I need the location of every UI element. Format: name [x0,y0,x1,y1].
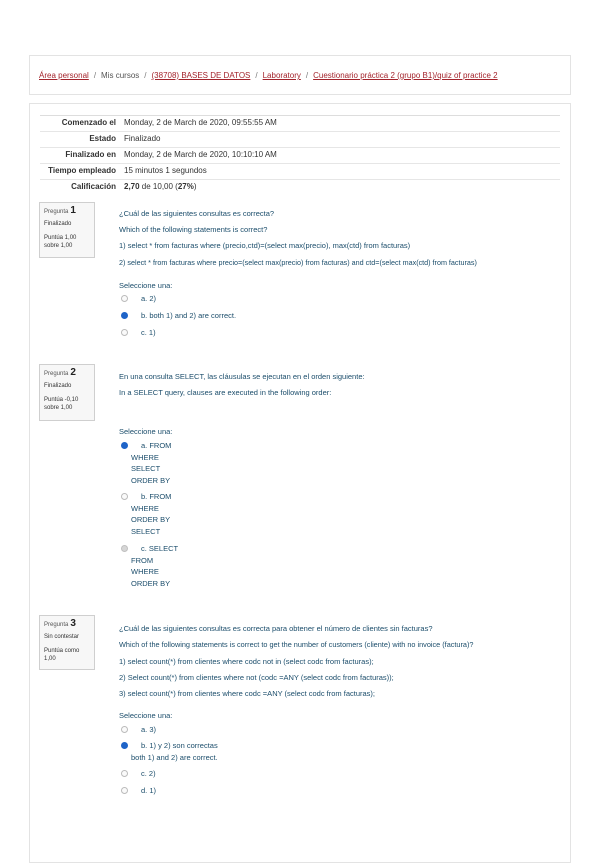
breadcrumb-home-link[interactable]: Área personal [39,71,89,80]
summary-row-finished [40,148,560,164]
option-label: d. 1) [141,786,157,795]
summary-label: Calificación [71,182,116,191]
option-label: c. 1) [141,328,156,337]
question-label: Pregunta [44,209,69,215]
option-line: SELECT [131,526,161,536]
question-1-option-b-radio[interactable] [121,312,128,319]
option-line: ORDER BY [131,475,171,485]
summary-value: Finalizado [124,134,161,143]
summary-row-time-taken [40,164,560,180]
summary-label: Finalizado en [65,150,116,159]
option-label: b. FROM [141,492,172,501]
question-2-option-a-radio[interactable] [121,442,128,449]
breadcrumb-separator: / [144,71,147,80]
question-1-option-a-radio[interactable] [121,295,128,302]
question-number [44,207,90,216]
question-1-option-c-radio[interactable] [121,329,128,336]
summary-label: Comenzado el [61,118,116,127]
summary-value: Monday, 2 de March de 2020, 10:10:10 AM [124,150,277,159]
breadcrumb-course-link[interactable]: (38708) BASES DE DATOS [151,71,251,80]
option-label: b. 1) y 2) son correctas [141,741,218,750]
question-3-option-d-radio[interactable] [121,787,128,794]
grade-percent: 27% [177,182,194,191]
option-line: WHERE [131,452,159,462]
question-3-option-b-radio[interactable] [121,742,128,749]
option-line: both 1) and 2) are correct. [131,752,218,762]
question-number-value: 2 [70,367,76,378]
question-3-text: ¿Cuál de las siguientes consultas es correcta para obtener el número de clientes sin facturas? [119,624,433,633]
breadcrumb [39,71,498,80]
question-3-option-c-radio[interactable] [121,770,128,777]
question-1-statement-2: 2) select * from facturas where precio=(select max(precio) from facturas) and ctd=(select max(ctd) from facturas) [119,258,477,267]
option-line: FROM [131,555,154,565]
question-1-statement-1: 1) select * from facturas where (precio,ctd)=(select max(precio), max(ctd) from facturas) [119,241,411,250]
question-number-value: 3 [70,618,76,629]
question-2-option-c-radio[interactable] [121,545,128,552]
option-label: c. SELECT [141,544,179,553]
grade-out-of: de 10,00 ( [139,182,178,191]
option-line: WHERE [131,503,159,513]
question-3-prompt: Seleccione una: [119,711,173,720]
option-label: c. 2) [141,769,156,778]
review-card [29,103,571,863]
question-grade: Puntúa 1,00 sobre 1,00 [44,235,77,249]
question-3-statement-3: 3) select count(*) from clientes where codc =ANY (select codc from facturas); [119,689,375,698]
question-state: Finalizado [44,221,72,227]
question-label: Pregunta [44,622,69,628]
option-label: a. 3) [141,725,157,734]
option-line: SELECT [131,464,161,474]
question-1-text-en: Which of the following statements is correct? [119,225,268,234]
question-state: Finalizado [44,383,72,389]
question-2-info [39,364,95,421]
grade-score: 2,70 [124,182,140,191]
question-label: Pregunta [44,371,69,377]
option-label: a. FROM [141,441,172,450]
summary-row-state [40,132,560,148]
question-2-text-en: In a SELECT query, clauses are executed in the following order: [119,388,332,397]
question-2-text: En una consulta SELECT, las cláusulas se ejecutan en el orden siguiente: [119,372,365,381]
attempt-summary-table [40,115,560,195]
question-number [44,620,90,629]
breadcrumb-separator: / [305,71,309,80]
option-line: ORDER BY [131,515,171,525]
question-number-value: 1 [70,205,76,216]
question-grade: Puntúa -0,10 sobre 1,00 [44,397,79,411]
grade-close: ) [193,182,197,191]
question-3-statement-1: 1) select count(*) from clientes where codc not in (select codc from facturas); [119,657,374,666]
breadcrumb-my-courses: Mis cursos [101,71,140,80]
question-3-statement-2: 2) Select count(*) from clientes where not (codc =ANY (select codc from facturas)); [119,673,394,682]
summary-value [121,180,560,196]
question-2-prompt: Seleccione una: [119,427,173,436]
summary-label: Estado [89,134,116,143]
question-3-info [39,615,95,670]
question-3-option-a-radio[interactable] [121,726,128,733]
question-1-info [39,202,95,258]
option-line: WHERE [131,567,159,577]
question-grade: Puntúa como 1,00 [44,648,80,662]
summary-label: Tiempo empleado [48,166,116,175]
breadcrumb-quiz-link[interactable]: Cuestionario práctica 2 (grupo B1)/quiz of practice 2 [313,71,498,80]
breadcrumb-section-link[interactable]: Laboratory [262,71,301,80]
question-2-option-b-radio[interactable] [121,493,128,500]
option-label: a. 2) [141,294,157,303]
summary-value: 15 minutos 1 segundos [124,166,207,175]
summary-row-grade [40,180,560,196]
question-3-text-en: Which of the following statements is correct to get the number of customers (cliente) with no invoice (factura)? [119,640,474,649]
question-1-text: ¿Cuál de las siguientes consultas es correcta? [119,209,275,218]
question-1-prompt: Seleccione una: [119,281,173,290]
question-state: Sin contestar [44,634,80,640]
breadcrumb-separator: / [255,71,258,80]
summary-row-started [40,116,560,132]
summary-value: Monday, 2 de March de 2020, 09:55:55 AM [124,118,277,127]
option-label: b. both 1) and 2) are correct. [141,311,237,320]
question-number [44,369,90,378]
option-line: ORDER BY [131,578,171,588]
breadcrumb-separator: / [93,71,97,80]
